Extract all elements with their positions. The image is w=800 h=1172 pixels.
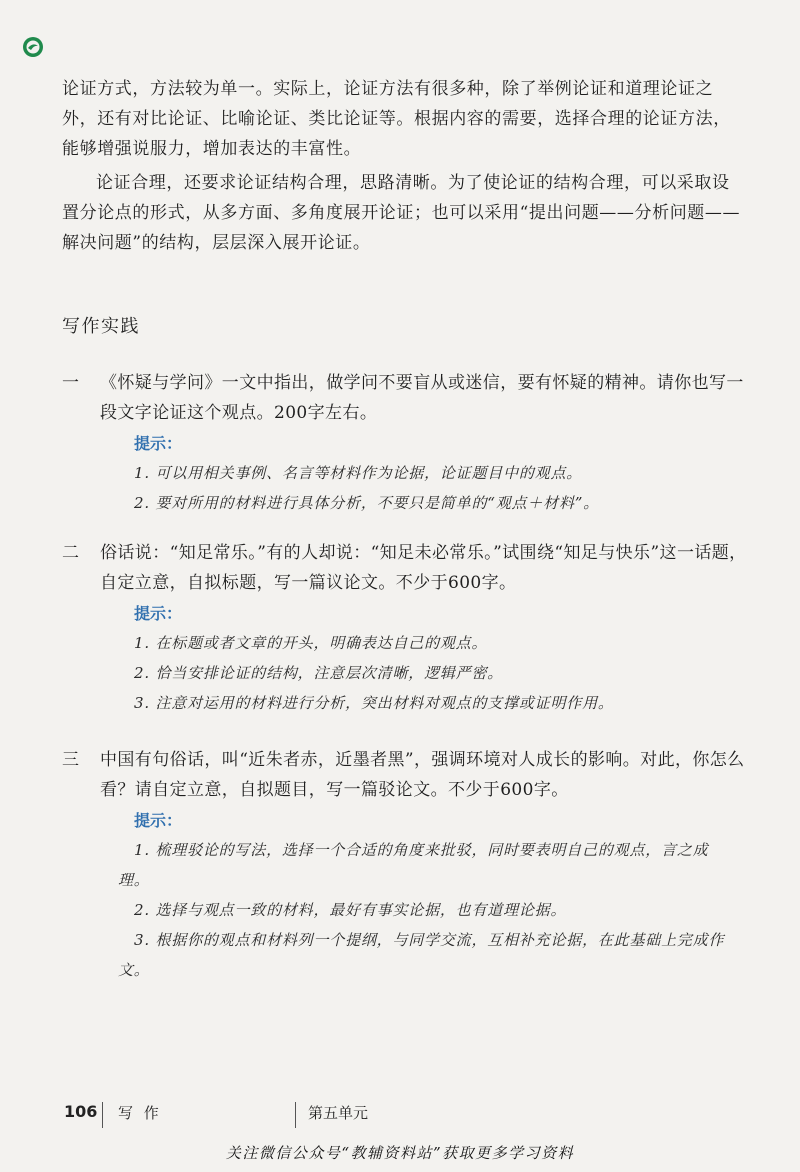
tip-item: 2. 要对所用的材料进行具体分析，不要只是简单的“观点＋材料”。 [134,494,600,512]
footer-unit-name: 第五单元 [308,1104,369,1122]
tip-item: 1. 梳理驳论的写法，选择一个合适的角度来批驳，同时要表明自己的观点，言之成理。 [118,841,709,889]
tip-item: 3. 注意对运用的材料进行分析，突出材料对观点的支撑或证明作用。 [134,694,614,712]
tip-label: 提示： [134,604,183,623]
tip-item: 2. 恰当安排论证的结构，注意层次清晰，逻辑严密。 [134,664,504,682]
question-text: 中国有句俗话，叫“近朱者赤，近墨者黑”，强调环境对人成长的影响。对此，你怎么看？请自定立意，自拟题目，写一篇驳论文。不少于600字。 [100,750,745,800]
tip-item: 1. 可以用相关事例、名言等材料作为论据，论证题目中的观点。 [134,464,583,482]
question-3 [62,745,752,985]
tip-label: 提示： [134,434,183,453]
body-paragraph-2: 论证合理，还要求论证结构合理，思路清晰。为了使论证的结构合理，可以采取设置分论点的形式，从多方面、多角度展开论证；也可以采用“提出问题——分析问题——解决问题”的结构，层层深入展开论证。 [62,173,741,253]
question-text: 《怀疑与学问》一文中指出，做学问不要盲从或迷信，要有怀疑的精神。请你也写一段文字论证这个观点。200字左右。 [100,373,744,423]
question-2 [62,538,752,718]
page-footer [62,1102,742,1128]
tip-item: 3. 根据你的观点和材料列一个提纲，与同学交流，互相补充论据，在此基础上完成作文。 [118,931,725,979]
footer-divider [295,1102,296,1128]
question-number: 二 [62,543,79,563]
question-text: 俗话说：“知足常乐。”有的人却说：“知足未必常乐。”试围绕“知足与快乐”这一话题，自定立意，自拟标题，写一篇议论文。不少于600字。 [100,543,747,593]
section-title: 写作实践 [62,316,140,337]
question-number: 一 [62,373,79,393]
body-paragraph-1: 论证方式，方法较为单一。实际上，论证方法有很多种，除了举例论证和道理论证之外，还有对比论证、比喻论证、类比论证等。根据内容的需要，选择合理的论证方法，能够增强说服力，增加表达的丰富性。 [62,79,731,159]
tip-item: 1. 在标题或者文章的开头，明确表达自己的观点。 [134,634,488,652]
watermark-text: 关注微信公众号“教辅资料站”获取更多学习资料 [225,1144,575,1162]
publisher-logo-icon [22,36,44,58]
question-number: 三 [62,750,79,770]
tip-item: 2. 选择与观点一致的材料，最好有事实论据，也有道理论据。 [134,901,567,919]
tip-label: 提示： [134,811,183,830]
question-1 [62,368,752,518]
footer-section-name: 写 作 [118,1104,162,1122]
page-number: 106 [64,1102,98,1121]
footer-divider [102,1102,103,1128]
